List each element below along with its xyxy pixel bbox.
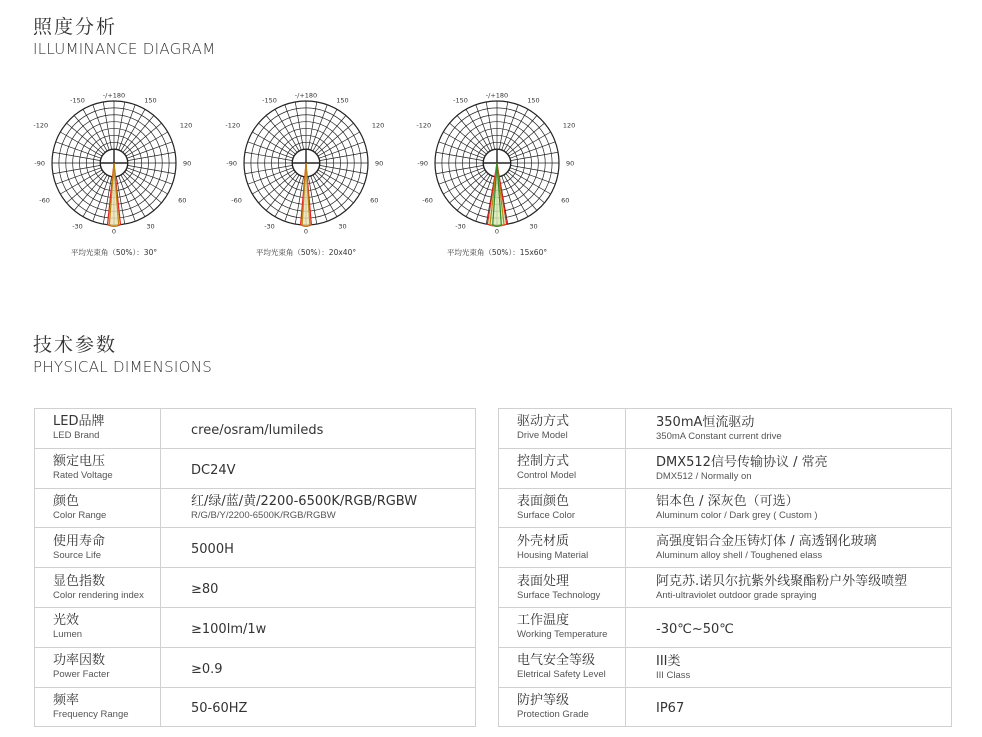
polar-chart (24, 92, 204, 267)
table-row (499, 448, 952, 488)
grid-spoke (128, 152, 175, 160)
grid-spoke (245, 152, 292, 160)
illuminance-diagram-2 (216, 92, 396, 267)
table-row (35, 607, 476, 647)
label-cn: 使用寿命 (53, 533, 106, 549)
grid-spoke (308, 102, 316, 149)
grid-spoke (53, 152, 100, 160)
angle-label: 30 (338, 222, 347, 231)
spec-label (35, 448, 161, 488)
angle-label: 120 (371, 121, 385, 130)
label-en: Drive Model (517, 430, 568, 442)
spec-label (35, 488, 161, 528)
angle-label: -90 (34, 159, 45, 168)
angle-label: -60 (231, 196, 242, 205)
angle-label: -30 (455, 222, 466, 231)
value-subtext: Aluminum alloy shell / Toughened elass (656, 550, 823, 562)
table-row (499, 687, 952, 727)
value-text: ≥100lm/1w (191, 621, 267, 637)
grid-spoke (53, 165, 100, 173)
grid-spoke (320, 165, 367, 173)
grid-spoke (245, 165, 292, 173)
angle-label: -120 (33, 121, 49, 130)
angle-label: -30 (72, 222, 83, 231)
diagram-caption: 平均光束角（50%）：15x60° (446, 248, 548, 257)
angle-label: -90 (226, 159, 237, 168)
value-text: cree/osram/lumileds (191, 422, 324, 438)
table-row (35, 528, 476, 568)
label-en: Lumen (53, 629, 83, 641)
spec-value (161, 568, 476, 608)
angle-label: 60 (561, 196, 570, 205)
value-text: DC24V (191, 462, 236, 478)
label-en: Rated Voltage (53, 470, 113, 482)
table-row (499, 528, 952, 568)
grid-spoke (295, 102, 303, 149)
label-en: Color rendering index (53, 589, 144, 601)
spec-label (499, 488, 626, 528)
label-cn: 外壳材质 (517, 533, 570, 549)
grid-spoke (103, 102, 111, 149)
illuminance-title-en: ILLUMINANCE DIAGRAM (33, 40, 216, 58)
label-en: Working Temperature (517, 629, 608, 641)
grid-spoke (511, 165, 558, 173)
value-subtext: III Class (656, 669, 691, 681)
label-en: Source Life (53, 549, 102, 561)
value-text: 5000H (191, 542, 234, 558)
spec-value (626, 409, 952, 449)
table-row (35, 448, 476, 488)
spec-label (35, 409, 161, 449)
label-en: Power Facter (53, 669, 110, 681)
grid-spoke (320, 152, 367, 160)
spec-table-right (498, 408, 952, 727)
spec-value (626, 448, 952, 488)
spec-label (499, 568, 626, 608)
label-en: Protection Grade (517, 708, 589, 720)
spec-value (626, 687, 952, 727)
table-row (35, 568, 476, 608)
value-text: DMX512信号传输协议 / 常亮 (656, 454, 828, 470)
label-cn: 颜色 (53, 493, 80, 509)
label-cn: 驱动方式 (517, 414, 570, 430)
label-cn: 表面颜色 (517, 493, 570, 509)
spec-label (35, 687, 161, 727)
table-row (35, 687, 476, 727)
spec-label (35, 568, 161, 608)
spec-label (35, 607, 161, 647)
diagram-caption: 平均光束角（50%）：20x40° (255, 248, 357, 257)
angle-label: 120 (562, 121, 576, 130)
label-en: Color Range (53, 509, 107, 521)
spec-value (161, 528, 476, 568)
angle-label: 60 (178, 196, 187, 205)
physical-title-cn: 技术参数 (33, 334, 118, 356)
angle-label: -/+180 (294, 91, 318, 100)
label-cn: LED品牌 (53, 414, 105, 430)
label-en: Surface Technology (517, 589, 601, 601)
table-row (35, 488, 476, 528)
label-en: Control Model (517, 470, 577, 482)
spec-table-left (34, 408, 476, 727)
angle-label: 0 (111, 227, 117, 236)
spec-value (161, 607, 476, 647)
label-cn: 控制方式 (517, 454, 570, 470)
spec-label (499, 448, 626, 488)
spec-label (35, 647, 161, 687)
spec-label (499, 647, 626, 687)
spec-label (35, 528, 161, 568)
label-cn: 光效 (53, 613, 80, 629)
angle-label: -120 (416, 121, 432, 130)
value-subtext: Anti-ultraviolet outdoor grade spraying (656, 590, 817, 602)
value-text: 阿克苏.诺贝尔抗紫外线聚酯粉户外等级喷塑 (656, 574, 908, 590)
value-text: -30℃~50℃ (656, 621, 734, 637)
angle-label: -/+180 (102, 91, 126, 100)
angle-label: 90 (566, 159, 575, 168)
angle-label: 90 (375, 159, 384, 168)
angle-label: 60 (370, 196, 379, 205)
value-text: 红/绿/蓝/黄/2200-6500K/RGB/RGBW (191, 494, 418, 510)
value-text: IP67 (656, 701, 685, 717)
spec-value (626, 607, 952, 647)
label-cn: 额定电压 (53, 454, 106, 470)
table-row (35, 647, 476, 687)
grid-spoke (116, 102, 124, 149)
angle-label: 150 (527, 96, 540, 105)
label-en: Eletrical Safety Level (517, 669, 606, 681)
table-row (499, 647, 952, 687)
illuminance-title-cn: 照度分析 (33, 16, 118, 38)
spec-value (161, 409, 476, 449)
angle-label: 120 (179, 121, 193, 130)
grid-spoke (436, 165, 483, 173)
illuminance-diagram-1 (24, 92, 204, 267)
spec-value (626, 568, 952, 608)
spec-label (499, 607, 626, 647)
table-row (499, 607, 952, 647)
spec-label (499, 687, 626, 727)
angle-label: -120 (225, 121, 241, 130)
table-row (499, 488, 952, 528)
grid-spoke (486, 102, 494, 149)
value-subtext: 350mA Constant current drive (656, 430, 782, 442)
label-cn: 显色指数 (53, 573, 106, 589)
angle-label: 150 (144, 96, 157, 105)
angle-label: -150 (70, 96, 85, 105)
polar-chart (407, 92, 587, 267)
value-text: ≥80 (191, 582, 219, 598)
angle-label: 30 (146, 222, 155, 231)
spec-value (626, 488, 952, 528)
angle-label: 30 (529, 222, 538, 231)
spec-value (161, 647, 476, 687)
angle-label: -30 (264, 222, 275, 231)
label-cn: 电气安全等级 (517, 653, 596, 669)
table-row (35, 409, 476, 449)
value-subtext: Aluminum color / Dark grey ( Custom ) (656, 510, 818, 522)
angle-label: 0 (303, 227, 309, 236)
physical-title-en: PHYSICAL DIMENSIONS (33, 358, 213, 376)
angle-label: -60 (422, 196, 433, 205)
label-en: Surface Color (517, 509, 576, 521)
angle-label: 150 (336, 96, 349, 105)
angle-label: -150 (262, 96, 277, 105)
table-row (499, 568, 952, 608)
angle-label: -/+180 (485, 91, 509, 100)
label-cn: 功率因数 (53, 653, 106, 669)
grid-spoke (128, 165, 175, 173)
value-text: 350mA恒流驱动 (656, 414, 755, 430)
label-cn: 防护等级 (517, 692, 570, 708)
spec-value (161, 448, 476, 488)
label-cn: 表面处理 (517, 573, 570, 589)
value-subtext: R/G/B/Y/2200-6500K/RGB/RGBW (191, 510, 336, 522)
polar-chart (216, 92, 396, 267)
label-en: LED Brand (53, 430, 100, 442)
spec-value (161, 488, 476, 528)
value-text: 50-60HZ (191, 701, 248, 717)
diagram-caption: 平均光束角（50%）：30° (70, 248, 158, 257)
grid-spoke (511, 152, 558, 160)
spec-label (499, 528, 626, 568)
angle-label: -90 (417, 159, 428, 168)
label-en: Frequency Range (53, 708, 129, 720)
spec-value (626, 528, 952, 568)
label-cn: 工作温度 (517, 613, 570, 629)
angle-label: 90 (183, 159, 192, 168)
value-text: 铝本色 / 深灰色（可选） (656, 494, 799, 510)
value-text: ≥0.9 (191, 661, 223, 677)
grid-spoke (499, 102, 507, 149)
angle-label: -150 (453, 96, 468, 105)
value-text: III类 (656, 653, 681, 669)
table-row (499, 409, 952, 449)
illuminance-diagram-3 (407, 92, 587, 267)
value-subtext: DMX512 / Normally on (656, 470, 752, 482)
spec-value (161, 687, 476, 727)
spec-value (626, 647, 952, 687)
label-en: Housing Material (517, 549, 589, 561)
angle-label: 0 (494, 227, 500, 236)
spec-label (499, 409, 626, 449)
grid-spoke (436, 152, 483, 160)
value-text: 高强度铝合金压铸灯体 / 高透钢化玻璃 (656, 534, 877, 550)
angle-label: -60 (39, 196, 50, 205)
label-cn: 频率 (53, 692, 80, 708)
